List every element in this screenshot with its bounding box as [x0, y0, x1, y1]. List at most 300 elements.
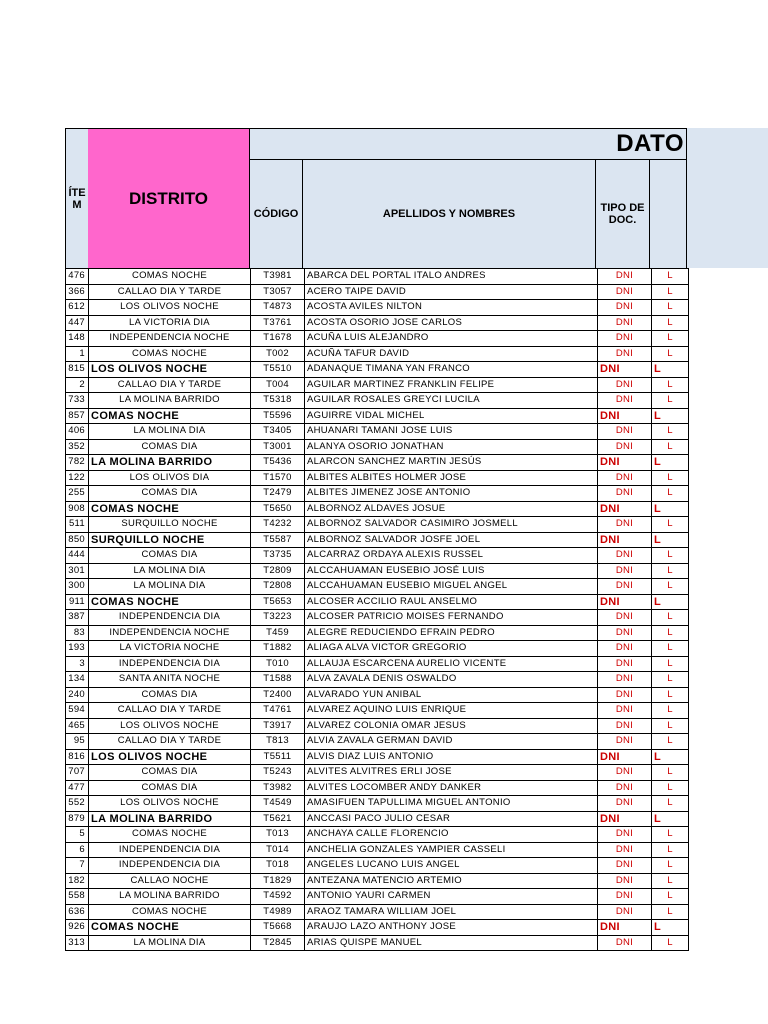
cell-tipo-doc: DNI [598, 284, 652, 300]
table-row [66, 300, 689, 316]
cell-codigo: T5621 [251, 811, 305, 827]
cell-l: L [652, 625, 689, 641]
cell-distrito: COMAS NOCHE [89, 827, 251, 843]
cell-l: L [652, 641, 689, 657]
cell-l: L [652, 749, 689, 765]
cell-codigo: T3735 [251, 548, 305, 564]
cell-codigo: T3761 [251, 315, 305, 331]
cell-codigo: T2400 [251, 687, 305, 703]
cell-tipo-doc: DNI [598, 486, 652, 502]
cell-l: L [652, 486, 689, 502]
cell-item: 5 [66, 827, 89, 843]
cell-l: L [652, 269, 689, 285]
column-header-blank [650, 159, 687, 269]
cell-tipo-doc: DNI [598, 780, 652, 796]
table-row [66, 749, 689, 765]
cell-nombre: ANCHELIA GONZALES YAMPIER CASSELI [305, 842, 598, 858]
cell-nombre: AGUIRRE VIDAL MICHEL [305, 408, 598, 424]
cell-tipo-doc: DNI [598, 269, 652, 285]
cell-distrito: LA MOLINA BARRIDO [89, 393, 251, 409]
cell-nombre: ALEGRE REDUCIENDO EFRAIN PEDRO [305, 625, 598, 641]
cell-codigo: T4592 [251, 889, 305, 905]
cell-tipo-doc: DNI [598, 408, 652, 424]
cell-l: L [652, 315, 689, 331]
cell-l: L [652, 331, 689, 347]
table-row [66, 408, 689, 424]
table-row [66, 393, 689, 409]
cell-codigo: T4761 [251, 703, 305, 719]
cell-tipo-doc: DNI [598, 548, 652, 564]
cell-item: 300 [66, 579, 89, 595]
cell-nombre: ALARCON SANCHEZ MARTIN JESÚS [305, 455, 598, 471]
cell-l: L [652, 501, 689, 517]
cell-tipo-doc: DNI [598, 734, 652, 750]
cell-nombre: ALVAREZ AQUINO LUIS ENRIQUE [305, 703, 598, 719]
cell-distrito: COMAS DIA [89, 765, 251, 781]
cell-tipo-doc: DNI [598, 377, 652, 393]
table-row [66, 331, 689, 347]
cell-nombre: AHUANARI TAMANI JOSE LUIS [305, 424, 598, 440]
cell-l: L [652, 408, 689, 424]
cell-distrito: LA MOLINA BARRIDO [89, 811, 251, 827]
cell-tipo-doc: DNI [598, 904, 652, 920]
cell-distrito: COMAS NOCHE [89, 408, 251, 424]
cell-item: 552 [66, 796, 89, 812]
cell-tipo-doc: DNI [598, 346, 652, 362]
cell-l: L [652, 470, 689, 486]
cell-nombre: ANTEZANA MATENCIO ARTEMIO [305, 873, 598, 889]
cell-nombre: ALBITES JIMENEZ JOSE ANTONIO [305, 486, 598, 502]
cell-tipo-doc: DNI [598, 935, 652, 951]
cell-tipo-doc: DNI [598, 749, 652, 765]
cell-codigo: T3917 [251, 718, 305, 734]
cell-item: 733 [66, 393, 89, 409]
cell-tipo-doc: DNI [598, 331, 652, 347]
cell-item: 782 [66, 455, 89, 471]
cell-distrito: LA VICTORIA NOCHE [89, 641, 251, 657]
cell-tipo-doc: DNI [598, 920, 652, 936]
cell-nombre: ACOSTA AVILES NILTON [305, 300, 598, 316]
cell-l: L [652, 284, 689, 300]
cell-l: L [652, 610, 689, 626]
cell-l: L [652, 858, 689, 874]
cell-tipo-doc: DNI [598, 718, 652, 734]
cell-distrito: LA MOLINA BARRIDO [89, 455, 251, 471]
cell-nombre: ALVARADO YUN ANIBAL [305, 687, 598, 703]
cell-distrito: CALLAO NOCHE [89, 873, 251, 889]
cell-codigo: T002 [251, 346, 305, 362]
cell-distrito: LOS OLIVOS DIA [89, 470, 251, 486]
cell-distrito: COMAS NOCHE [89, 269, 251, 285]
cell-tipo-doc: DNI [598, 579, 652, 595]
cell-tipo-doc: DNI [598, 625, 652, 641]
cell-item: 301 [66, 563, 89, 579]
table-row [66, 563, 689, 579]
cell-l: L [652, 842, 689, 858]
cell-l: L [652, 935, 689, 951]
column-header-distrito: DISTRITO [88, 128, 250, 269]
cell-distrito: SANTA ANITA NOCHE [89, 672, 251, 688]
cell-nombre: ACUÑA LUIS ALEJANDRO [305, 331, 598, 347]
cell-item: 240 [66, 687, 89, 703]
cell-nombre: ANGELES LUCANO LUIS ANGEL [305, 858, 598, 874]
cell-item: 636 [66, 904, 89, 920]
cell-item: 193 [66, 641, 89, 657]
cell-tipo-doc: DNI [598, 470, 652, 486]
cell-l: L [652, 579, 689, 595]
table-row [66, 501, 689, 517]
table-row [66, 594, 689, 610]
cell-item: 182 [66, 873, 89, 889]
cell-item: 476 [66, 269, 89, 285]
cell-distrito: INDEPENDENCIA DIA [89, 610, 251, 626]
cell-distrito: SURQUILLO NOCHE [89, 532, 251, 548]
table-row [66, 703, 689, 719]
cell-codigo: T4232 [251, 517, 305, 533]
cell-item: 558 [66, 889, 89, 905]
table-row [66, 269, 689, 285]
cell-nombre: ALANYA OSORIO JONATHAN [305, 439, 598, 455]
cell-nombre: ALCCAHUAMAN EUSEBIO MIGUEL ANGEL [305, 579, 598, 595]
table-row [66, 625, 689, 641]
cell-distrito: COMAS DIA [89, 780, 251, 796]
cell-l: L [652, 889, 689, 905]
cell-codigo: T1588 [251, 672, 305, 688]
cell-l: L [652, 563, 689, 579]
cell-l: L [652, 656, 689, 672]
cell-item: 83 [66, 625, 89, 641]
cell-codigo: T5668 [251, 920, 305, 936]
cell-distrito: LA MOLINA DIA [89, 424, 251, 440]
cell-codigo: T1678 [251, 331, 305, 347]
cell-codigo: T5510 [251, 362, 305, 378]
cell-item: 122 [66, 470, 89, 486]
cell-distrito: LA MOLINA DIA [89, 563, 251, 579]
table-row [66, 858, 689, 874]
cell-tipo-doc: DNI [598, 842, 652, 858]
cell-l: L [652, 873, 689, 889]
cell-nombre: ALBORNOZ SALVADOR CASIMIRO JOSMELL [305, 517, 598, 533]
cell-distrito: COMAS DIA [89, 548, 251, 564]
cell-codigo: T1829 [251, 873, 305, 889]
table-row [66, 377, 689, 393]
cell-nombre: AGUILAR MARTINEZ FRANKLIN FELIPE [305, 377, 598, 393]
cell-nombre: ANTONIO YAURI CARMEN [305, 889, 598, 905]
cell-distrito: LOS OLIVOS NOCHE [89, 300, 251, 316]
cell-codigo: T5436 [251, 455, 305, 471]
cell-l: L [652, 904, 689, 920]
cell-distrito: LA MOLINA DIA [89, 935, 251, 951]
cell-codigo: T004 [251, 377, 305, 393]
cell-nombre: ALIAGA ALVA VICTOR GREGORIO [305, 641, 598, 657]
cell-l: L [652, 796, 689, 812]
cell-codigo: T014 [251, 842, 305, 858]
table-row [66, 641, 689, 657]
cell-item: 908 [66, 501, 89, 517]
cell-l: L [652, 780, 689, 796]
table-row [66, 579, 689, 595]
cell-distrito: LOS OLIVOS NOCHE [89, 749, 251, 765]
cell-item: 477 [66, 780, 89, 796]
cell-nombre: ALVIA ZAVALA GERMAN DAVID [305, 734, 598, 750]
cell-codigo: T5596 [251, 408, 305, 424]
cell-nombre: ANCCASI PACO JULIO CESAR [305, 811, 598, 827]
table-row [66, 346, 689, 362]
cell-item: 879 [66, 811, 89, 827]
cell-item: 850 [66, 532, 89, 548]
cell-distrito: LOS OLIVOS NOCHE [89, 796, 251, 812]
cell-codigo: T5650 [251, 501, 305, 517]
cell-codigo: T018 [251, 858, 305, 874]
cell-nombre: ALVA ZAVALA DENIS OSWALDO [305, 672, 598, 688]
cell-item: 7 [66, 858, 89, 874]
cell-l: L [652, 346, 689, 362]
cell-tipo-doc: DNI [598, 315, 652, 331]
cell-nombre: ACOSTA OSORIO JOSE CARLOS [305, 315, 598, 331]
cell-nombre: ALBITES ALBITES HOLMER JOSE [305, 470, 598, 486]
cell-item: 387 [66, 610, 89, 626]
table-row [66, 548, 689, 564]
table-row [66, 873, 689, 889]
cell-codigo: T5587 [251, 532, 305, 548]
cell-nombre: ALVIS DIAZ LUIS ANTONIO [305, 749, 598, 765]
cell-l: L [652, 548, 689, 564]
cell-l: L [652, 439, 689, 455]
cell-codigo: T3223 [251, 610, 305, 626]
cell-l: L [652, 718, 689, 734]
column-header-tipo-doc: TIPO DE DOC. [596, 159, 650, 269]
cell-nombre: ALCOSER ACCILIO RAUL ANSELMO [305, 594, 598, 610]
cell-l: L [652, 734, 689, 750]
cell-codigo: T1882 [251, 641, 305, 657]
cell-codigo: T3982 [251, 780, 305, 796]
cell-item: 815 [66, 362, 89, 378]
cell-nombre: ALVITES LOCOMBER ANDY DANKER [305, 780, 598, 796]
cell-nombre: ARAOZ TAMARA WILLIAM JOEL [305, 904, 598, 920]
cell-codigo: T5653 [251, 594, 305, 610]
cell-tipo-doc: DNI [598, 300, 652, 316]
cell-tipo-doc: DNI [598, 703, 652, 719]
cell-l: L [652, 532, 689, 548]
cell-distrito: INDEPENDENCIA NOCHE [89, 331, 251, 347]
table-row [66, 920, 689, 936]
cell-codigo: T3057 [251, 284, 305, 300]
cell-item: 707 [66, 765, 89, 781]
cell-distrito: CALLAO DIA Y TARDE [89, 284, 251, 300]
cell-distrito: CALLAO DIA Y TARDE [89, 377, 251, 393]
cell-nombre: ADANAQUE TIMANA YAN FRANCO [305, 362, 598, 378]
cell-tipo-doc: DNI [598, 362, 652, 378]
table-row [66, 362, 689, 378]
cell-item: 444 [66, 548, 89, 564]
table-row [66, 811, 689, 827]
table-row [66, 517, 689, 533]
cell-distrito: COMAS DIA [89, 486, 251, 502]
cell-nombre: ALBORNOZ ALDAVES JOSUE [305, 501, 598, 517]
cell-nombre: ALCARRAZ ORDAYA ALEXIS RUSSEL [305, 548, 598, 564]
table-row [66, 439, 689, 455]
cell-tipo-doc: DNI [598, 501, 652, 517]
cell-codigo: T5318 [251, 393, 305, 409]
cell-item: 148 [66, 331, 89, 347]
table-row [66, 672, 689, 688]
cell-codigo: T4989 [251, 904, 305, 920]
cell-tipo-doc: DNI [598, 656, 652, 672]
column-header-codigo: CÓDIGO [250, 159, 303, 269]
cell-distrito: INDEPENDENCIA DIA [89, 656, 251, 672]
cell-tipo-doc: DNI [598, 455, 652, 471]
table-row [66, 315, 689, 331]
cell-distrito: INDEPENDENCIA DIA [89, 858, 251, 874]
cell-l: L [652, 594, 689, 610]
cell-tipo-doc: DNI [598, 424, 652, 440]
table-row [66, 486, 689, 502]
cell-item: 816 [66, 749, 89, 765]
cell-distrito: LA MOLINA DIA [89, 579, 251, 595]
cell-nombre: ARAUJO LAZO ANTHONY JOSE [305, 920, 598, 936]
cell-item: 352 [66, 439, 89, 455]
table-row [66, 424, 689, 440]
cell-tipo-doc: DNI [598, 889, 652, 905]
cell-nombre: ALCOSER PATRICIO MOISES FERNANDO [305, 610, 598, 626]
cell-item: 255 [66, 486, 89, 502]
cell-tipo-doc: DNI [598, 563, 652, 579]
cell-l: L [652, 703, 689, 719]
cell-l: L [652, 424, 689, 440]
table-row [66, 734, 689, 750]
cell-nombre: ALCCAHUAMAN EUSEBIO JOSÉ LUIS [305, 563, 598, 579]
table-row [66, 687, 689, 703]
cell-item: 1 [66, 346, 89, 362]
cell-codigo: T5511 [251, 749, 305, 765]
cell-tipo-doc: DNI [598, 641, 652, 657]
cell-item: 3 [66, 656, 89, 672]
table-row [66, 904, 689, 920]
cell-nombre: AMASIFUEN TAPULLIMA MIGUEL ANTONIO [305, 796, 598, 812]
cell-codigo: T4549 [251, 796, 305, 812]
cell-nombre: ANCHAYA CALLE FLORENCIO [305, 827, 598, 843]
cell-item: 465 [66, 718, 89, 734]
section-header-dato: DATO [250, 128, 687, 159]
cell-tipo-doc: DNI [598, 827, 652, 843]
cell-l: L [652, 517, 689, 533]
cell-nombre: ALBORNOZ SALVADOR JOSFE JOEL [305, 532, 598, 548]
cell-tipo-doc: DNI [598, 393, 652, 409]
cell-item: 366 [66, 284, 89, 300]
cell-codigo: T1570 [251, 470, 305, 486]
table-header [65, 128, 687, 268]
column-header-apellidos: APELLIDOS Y NOMBRES [303, 159, 596, 269]
cell-tipo-doc: DNI [598, 796, 652, 812]
cell-tipo-doc: DNI [598, 873, 652, 889]
cell-nombre: AGUILAR ROSALES GREYCI LUCILA [305, 393, 598, 409]
cell-l: L [652, 377, 689, 393]
cell-codigo: T2808 [251, 579, 305, 595]
cell-item: 406 [66, 424, 89, 440]
cell-distrito: LOS OLIVOS NOCHE [89, 362, 251, 378]
cell-l: L [652, 827, 689, 843]
cell-l: L [652, 687, 689, 703]
cell-item: 857 [66, 408, 89, 424]
table-row [66, 796, 689, 812]
cell-distrito: COMAS DIA [89, 687, 251, 703]
cell-tipo-doc: DNI [598, 811, 652, 827]
cell-distrito: COMAS NOCHE [89, 920, 251, 936]
cell-codigo: T3001 [251, 439, 305, 455]
cell-l: L [652, 811, 689, 827]
table-row [66, 765, 689, 781]
cell-distrito: COMAS NOCHE [89, 594, 251, 610]
cell-tipo-doc: DNI [598, 594, 652, 610]
cell-item: 612 [66, 300, 89, 316]
cell-distrito: LA MOLINA BARRIDO [89, 889, 251, 905]
cell-codigo: T2479 [251, 486, 305, 502]
cell-codigo: T2845 [251, 935, 305, 951]
cell-codigo: T813 [251, 734, 305, 750]
cell-tipo-doc: DNI [598, 858, 652, 874]
table-row [66, 656, 689, 672]
table-row [66, 610, 689, 626]
table-row [66, 718, 689, 734]
cell-nombre: ABARCA DEL PORTAL ITALO ANDRES [305, 269, 598, 285]
cell-item: 134 [66, 672, 89, 688]
cell-tipo-doc: DNI [598, 532, 652, 548]
cell-distrito: CALLAO DIA Y TARDE [89, 734, 251, 750]
cell-distrito: CALLAO DIA Y TARDE [89, 703, 251, 719]
table-row [66, 470, 689, 486]
cell-codigo: T4873 [251, 300, 305, 316]
cell-codigo: T2809 [251, 563, 305, 579]
cell-nombre: ACUÑA TAFUR DAVID [305, 346, 598, 362]
cell-codigo: T459 [251, 625, 305, 641]
cell-distrito: COMAS DIA [89, 439, 251, 455]
cell-distrito: LA VICTORIA DIA [89, 315, 251, 331]
cell-distrito: INDEPENDENCIA NOCHE [89, 625, 251, 641]
table-row [66, 842, 689, 858]
cell-item: 6 [66, 842, 89, 858]
personnel-table [65, 268, 689, 951]
cell-l: L [652, 455, 689, 471]
cell-nombre: ALVAREZ COLONIA OMAR JESUS [305, 718, 598, 734]
cell-codigo: T3405 [251, 424, 305, 440]
cell-item: 911 [66, 594, 89, 610]
cell-distrito: COMAS NOCHE [89, 501, 251, 517]
cell-distrito: COMAS NOCHE [89, 346, 251, 362]
cell-item: 2 [66, 377, 89, 393]
cell-tipo-doc: DNI [598, 687, 652, 703]
cell-item: 926 [66, 920, 89, 936]
cell-codigo: T3981 [251, 269, 305, 285]
cell-codigo: T010 [251, 656, 305, 672]
cell-codigo: T5243 [251, 765, 305, 781]
cell-tipo-doc: DNI [598, 439, 652, 455]
cell-l: L [652, 300, 689, 316]
table-row [66, 935, 689, 951]
cell-item: 594 [66, 703, 89, 719]
cell-tipo-doc: DNI [598, 610, 652, 626]
cell-codigo: T013 [251, 827, 305, 843]
table-row [66, 532, 689, 548]
table-row [66, 455, 689, 471]
cell-distrito: COMAS NOCHE [89, 904, 251, 920]
column-header-item: ÍTE M [65, 128, 89, 269]
cell-nombre: ALVITES ALVITRES ERLI JOSE [305, 765, 598, 781]
cell-nombre: ACERO TAIPE DAVID [305, 284, 598, 300]
cell-distrito: SURQUILLO NOCHE [89, 517, 251, 533]
cell-distrito: LOS OLIVOS NOCHE [89, 718, 251, 734]
table-row [66, 827, 689, 843]
cell-tipo-doc: DNI [598, 517, 652, 533]
